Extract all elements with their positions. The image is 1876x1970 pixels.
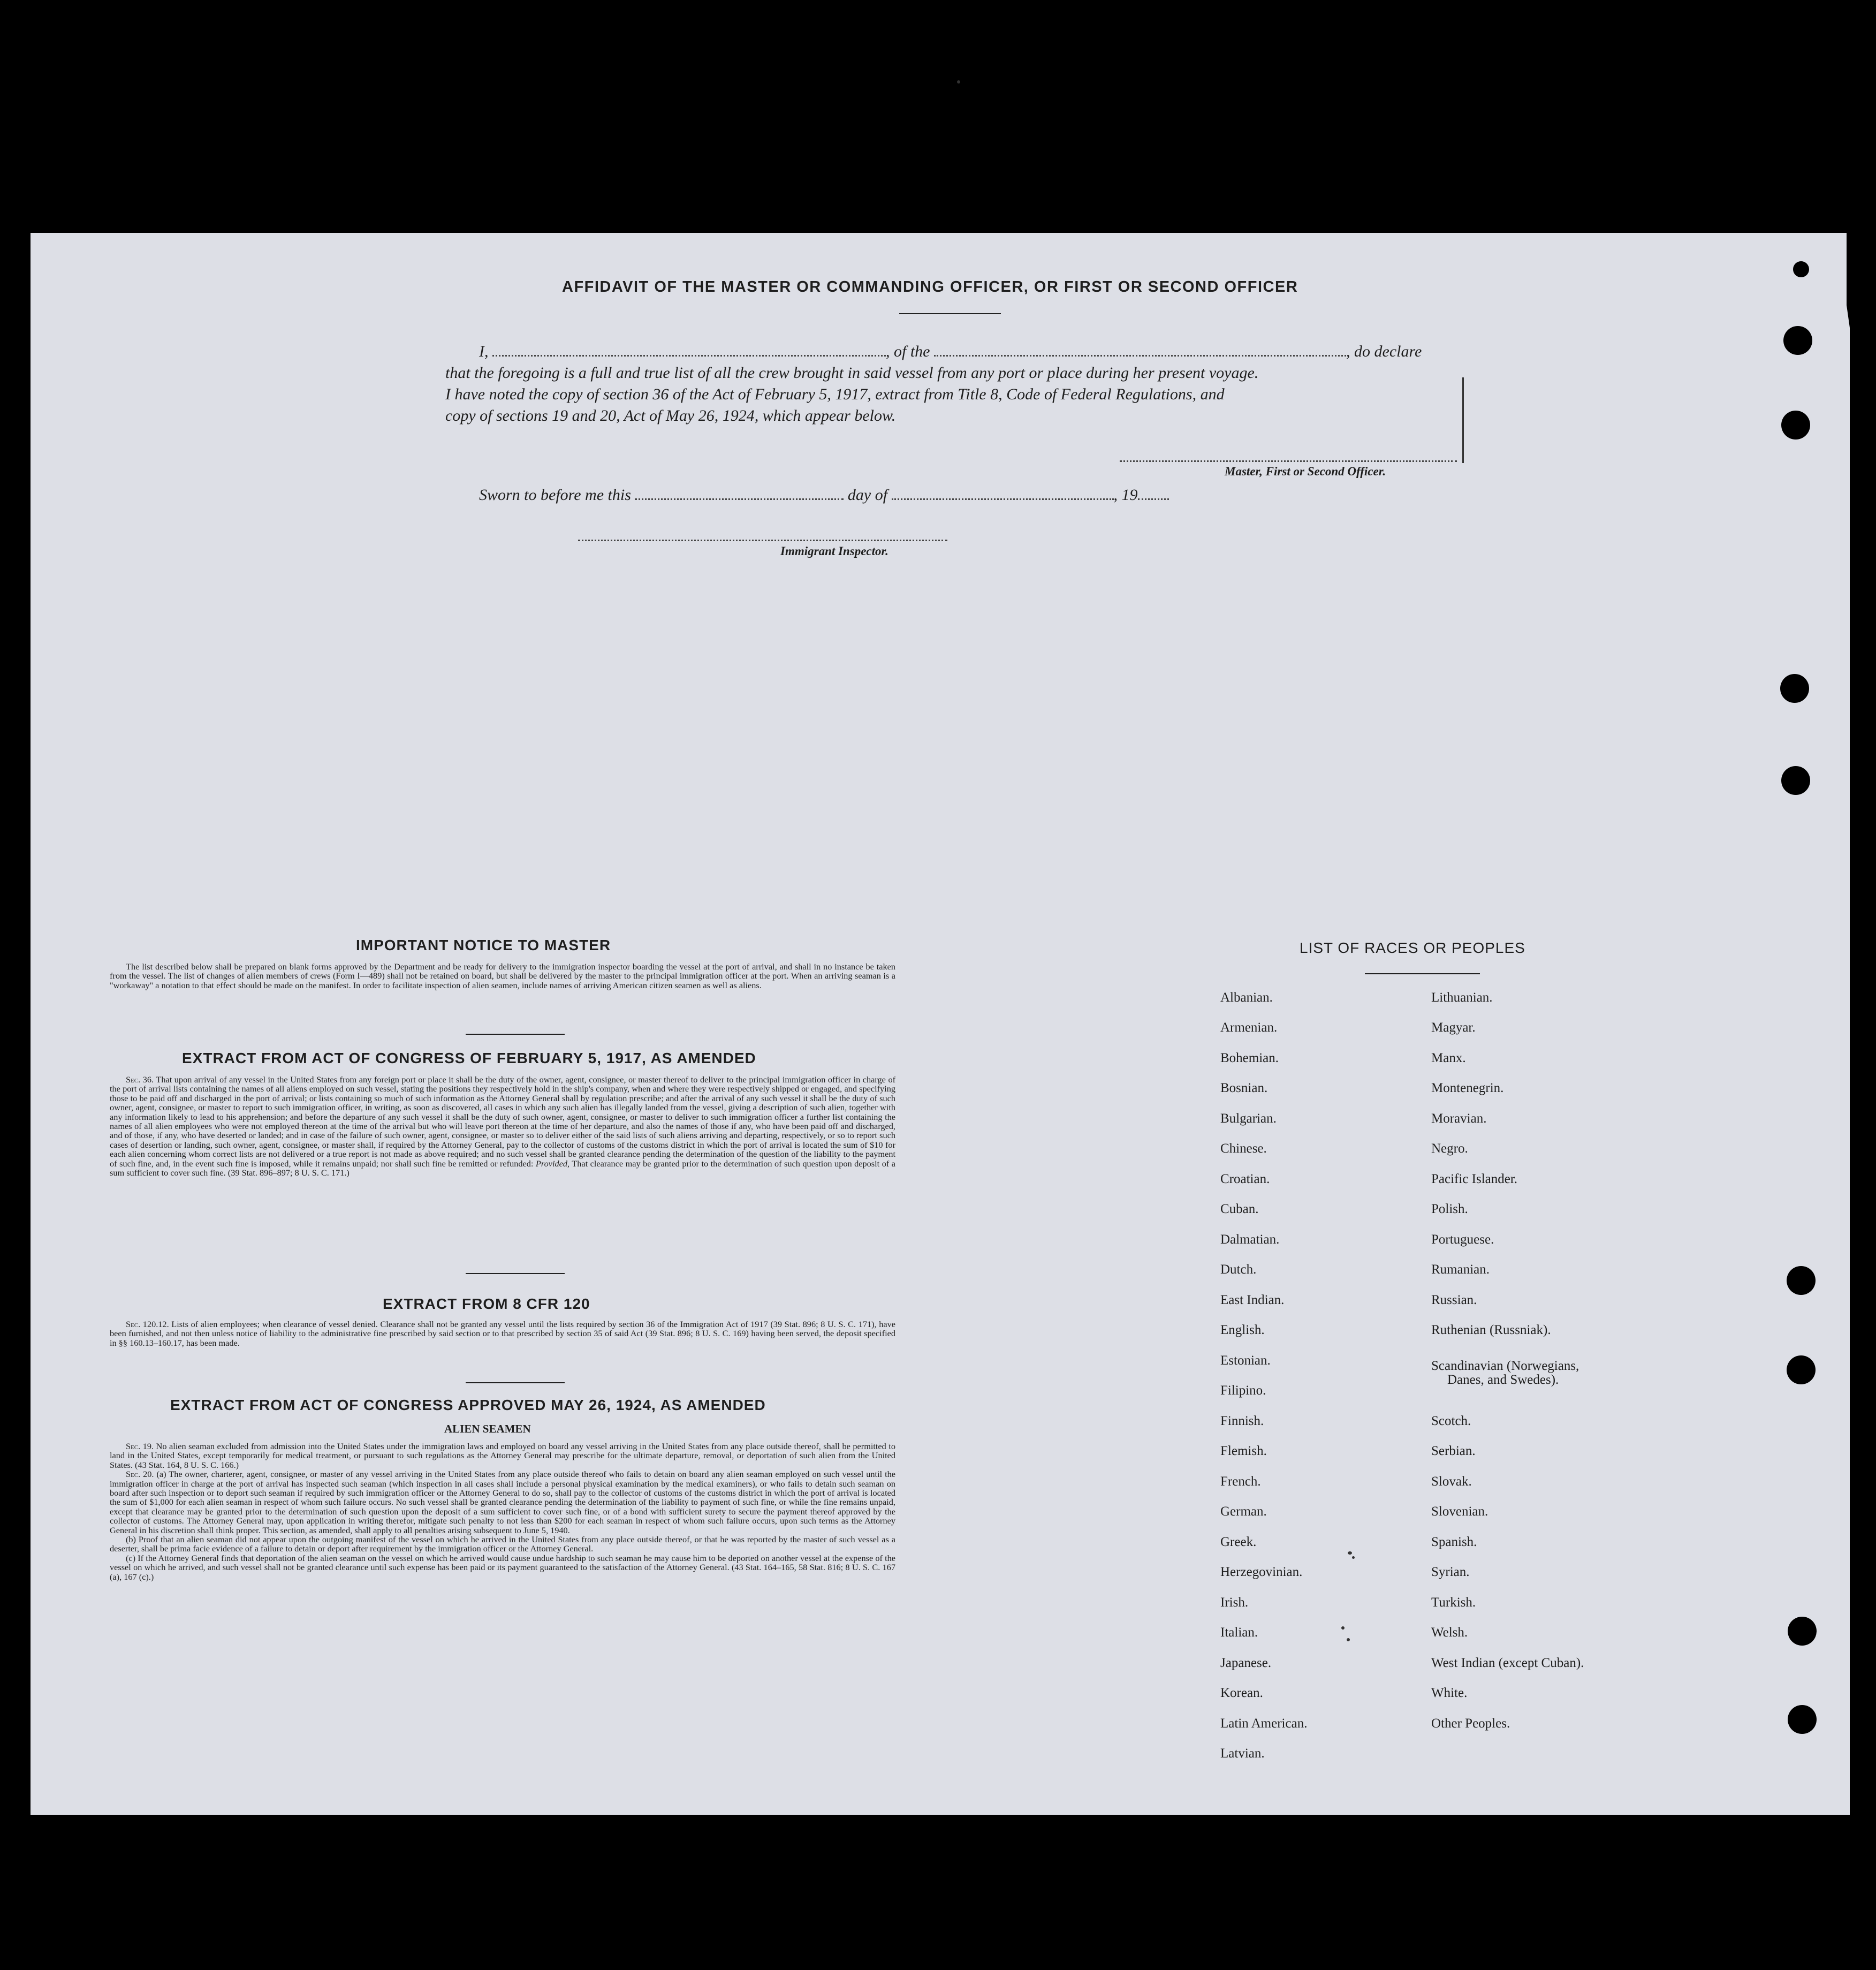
sworn-day-field[interactable] xyxy=(635,498,844,500)
divider xyxy=(899,313,1001,314)
races-title: LIST OF RACES OR PEOPLES xyxy=(1300,939,1525,956)
divider xyxy=(1365,973,1480,974)
race-item: Turkish. xyxy=(1431,1595,1476,1610)
race-item: Albanian. xyxy=(1220,990,1273,1005)
section-36-text: That upon arrival of any vessel in the United States from any foreign port or place it shall be the duty of the owner, agent, consignee, or master thereof to deliver to the principal immigration officer in charge of the port of arrival lists containing the names of all aliens employed on such vessel, stating the positions they respectively hold in the ship's company, when and where they were respectively shipped or engaged, and specifying those to be paid off and discharged in the port of arrival; or lists containing so much of such information as the Attorney General shall by regulation prescribe; and after the arrival of any such vessel it shall be the duty of such owner, agent, consignee, or master to report to such immigration officer, in writing, as soon as discovered, all cases in which any such alien has illegally landed from the vessel, giving a description of such alien, together with any information likely to lead to his apprehension; and before the departure of any such vessel it shall be the duty of such owner, agent, consignee, or master to deliver to such immigration officer a further list containing the names of all alien employees who were not employed thereon at the time of the arrival but who will leave port thereon at the time of her departure, and also the names of those if any, who have been paid off and discharged, and of those, if any, who have deserted or landed; and in case of the failure of such owner, agent, consignee, or master so to deliver either of the said lists of such aliens arriving and departing, respectively, or so to report such cases of desertion or landing, such owner, agent, consignee, or master shall, if required by the Attorney General, pay to the collector of customs of the customs district in which the port of arrival is located the sum of $10 for each alien concerning whom correct lists are not delivered or a true report is not made as above required; and no such vessel shall be granted clearance pending the determination of the question of the liability to the payment of such fine, and, in the event such fine is imposed, while it remains unpaid; nor shall such fine be remitted or refunded: xyxy=(110,1074,896,1169)
race-item: Polish. xyxy=(1431,1202,1468,1216)
alien-seamen-subtitle: ALIEN SEAMEN xyxy=(444,1422,531,1435)
punch-hole xyxy=(1788,1705,1817,1734)
notice-body xyxy=(110,962,895,990)
inspector-signature-field[interactable] xyxy=(578,540,947,541)
race-item: Rumanian. xyxy=(1431,1262,1490,1277)
race-item: Spanish. xyxy=(1431,1535,1477,1549)
scan-speck xyxy=(957,80,960,84)
race-item: Scotch. xyxy=(1431,1414,1471,1428)
section-19-text: No alien seaman excluded from admission into the United States under the immigration laws and employed on board any vessel arriving in the United States from any place outside thereof, shall be permitted to land in the United States, except temporarily for medical treatment, or pursuant to such regulations as the Attorney General may prescribe for the ultimate departure, removal, or deportation of such alien from the United States. (43 Stat. 164, 8 U. S. C. 166.) xyxy=(110,1441,895,1470)
race-item: Latin American. xyxy=(1220,1716,1308,1731)
punch-hole-small xyxy=(1793,261,1809,277)
race-item: Japanese. xyxy=(1220,1656,1272,1670)
section-20a-text: (a) The owner, charterer, agent, consignee, or master of any vessel arriving in the United States from any place outside thereof who fails to detain on board any alien seaman employed on such vessel until the immigration officer in charge at the port of arrival has inspected such seaman (which inspection in all cases shall include a personal physical examination by the medical examiners), or who fails to detain such seaman on board after such inspection or to deport such seaman if required by such immigration officer or the Attorney General to do so, shall pay to the collector of customs of the customs district in which the port of arrival is located the sum of $1,000 for each alien seaman in respect of whom such failure occurs. No such vessel shall be granted clearance pending the determination of the liability to payment of such fine, or while the fine remains unpaid, except that clearance may be granted prior to the determination of such question upon the deposit of a sum sufficient to cover such fine, or of a bond with sufficient surety to secure the payment thereof approved by the collector of customs. The Attorney General may, upon application in writing therefor, mitigate such penalty to not less than $200 for each seaman in respect of whom such failure occurs, upon such terms as the Attorney General in his discretion shall think proper. This section, as amended, shall apply to all penalties arising subsequent to June 5, 1940. xyxy=(110,1469,895,1535)
race-item: Herzegovinian. xyxy=(1220,1565,1303,1579)
race-item: Finnish. xyxy=(1220,1414,1264,1428)
race-item: Cuban. xyxy=(1220,1202,1259,1216)
section-20-label: Sec. 20. xyxy=(126,1469,154,1480)
race-item: Bosnian. xyxy=(1220,1081,1268,1095)
extract-1924-title: EXTRACT FROM ACT OF CONGRESS APPROVED MAY 26, 1924, AS AMENDED xyxy=(170,1397,766,1413)
notice-text: The list described below shall be prepared on blank forms approved by the Department and be ready for delivery to the immigration inspector boarding the vessel at the port of arrival, and shall in no instance be taken from the vessel. The list of changes of alien members of crews (Form I—489) shall not be retained on board, but shall be delivered by the master to the principal immigration officer at the port. When an arriving seaman is a "workaway" a notation to that effect should be made on the manifest. In order to facilitate inspection of alien seamen, include names of arriving American citizen seamen as well as aliens. xyxy=(110,961,895,990)
race-item: Danes, and Swedes). xyxy=(1447,1373,1559,1387)
race-item: Greek. xyxy=(1220,1535,1257,1549)
divider xyxy=(466,1382,565,1383)
race-item: Croatian. xyxy=(1220,1172,1270,1186)
section-36-end: That clearance may be granted prior to the determination of such question upon deposit of a sum sufficient to cover such fine. (39 Stat. 896–897; 8 U. S. C. 171.) xyxy=(110,1158,895,1178)
race-item: Moravian. xyxy=(1431,1111,1487,1126)
extract-1924-body xyxy=(110,1442,895,1581)
vessel-name-field[interactable] xyxy=(934,355,1346,357)
punch-hole xyxy=(1780,674,1809,703)
punch-hole xyxy=(1781,766,1810,795)
race-item: Bulgarian. xyxy=(1220,1111,1277,1126)
race-item: Estonian. xyxy=(1220,1353,1271,1368)
race-item: Other Peoples. xyxy=(1431,1716,1510,1731)
punch-hole xyxy=(1787,1355,1816,1384)
race-item: Dalmatian. xyxy=(1220,1232,1280,1247)
affidavit-of-the: , of the xyxy=(886,343,930,360)
race-item: Korean. xyxy=(1220,1686,1263,1700)
race-item: Italian. xyxy=(1220,1625,1258,1640)
scan-speck xyxy=(1352,1556,1355,1559)
notice-title: IMPORTANT NOTICE TO MASTER xyxy=(356,937,611,953)
year-text: , 19 xyxy=(1113,486,1138,504)
sheet-edge xyxy=(1820,233,1850,1815)
affidavit-line-1 xyxy=(479,343,1422,361)
race-item: Irish. xyxy=(1220,1595,1249,1610)
race-item: Chinese. xyxy=(1220,1141,1267,1156)
scan-speck xyxy=(1347,1638,1350,1641)
affidavit-title: AFFIDAVIT OF THE MASTER OR COMMANDING OFFICER, OR FIRST OR SECOND OFFICER xyxy=(562,278,1298,296)
divider xyxy=(466,1273,565,1274)
race-item: Slovak. xyxy=(1431,1474,1472,1489)
race-item: Armenian. xyxy=(1220,1020,1278,1035)
race-item: Latvian. xyxy=(1220,1746,1265,1761)
race-item: German. xyxy=(1220,1504,1267,1519)
race-item: Flemish. xyxy=(1220,1444,1267,1458)
sworn-line xyxy=(479,486,1169,504)
section-120-text: Lists of alien employees; when clearance of vessel denied. Clearance shall not be granted any vessel until the lists required by section 36 of the Immigration Act of 1917 (39 Stat. 896; 8 U. S. C. 171), have been furnished, and not then unless notice of liability to the administrative fine prescribed by said section or to that prescribed by section 35 of said Act (39 Stat. 896; 8 U. S. C. 169) having been served, the deposit specified in §§ 160.13–160.17, has been made. xyxy=(110,1319,895,1348)
punch-hole xyxy=(1783,326,1812,355)
affidavit-do-declare: , do declare xyxy=(1346,343,1422,360)
section-19-label: Sec. 19. xyxy=(126,1441,154,1451)
divider xyxy=(466,1034,565,1035)
race-item: Pacific Islander. xyxy=(1431,1172,1518,1186)
affidavit-line-4: copy of sections 19 and 20, Act of May 26, 1924, which appear below. xyxy=(445,407,896,425)
race-item: Lithuanian. xyxy=(1431,990,1493,1005)
race-item: Montenegrin. xyxy=(1431,1081,1504,1095)
race-item: Manx. xyxy=(1431,1051,1466,1065)
provided-word: Provided, xyxy=(535,1158,570,1169)
race-item: Serbian. xyxy=(1431,1444,1476,1458)
bracket-line xyxy=(1462,377,1464,463)
day-of-text: day of xyxy=(847,486,888,504)
section-20b-text: (b) Proof that an alien seaman did not appear upon the outgoing manifest of the vessel on which he arrived in the United States from any place outside thereof, or that he was reported by the master of such vessel as a deserter, shall be prima facie evidence of a failure to detain or deport after requirement by the immigration officer or the Attorney General. xyxy=(110,1534,895,1554)
affidavit-line-2: that the foregoing is a full and true list of all the crew brought in said vessel from any port or place during her present voyage. xyxy=(445,364,1259,382)
scan-speck xyxy=(1348,1551,1352,1555)
inspector-signature-label: Immigrant Inspector. xyxy=(780,544,888,558)
punch-hole xyxy=(1787,1266,1816,1295)
race-item: Scandinavian (Norwegians, xyxy=(1431,1359,1579,1373)
affidavit-line-3: I have noted the copy of section 36 of the Act of February 5, 1917, extract from Title 8, Code of Federal Regulations, and xyxy=(445,385,1225,403)
master-signature-label: Master, First or Second Officer. xyxy=(1225,465,1386,478)
affidavit-i: I, xyxy=(479,343,489,360)
race-item: Slovenian. xyxy=(1431,1504,1488,1519)
race-item: Portuguese. xyxy=(1431,1232,1494,1247)
race-item: White. xyxy=(1431,1686,1468,1700)
punch-hole xyxy=(1788,1617,1817,1646)
race-item: Negro. xyxy=(1431,1141,1468,1156)
race-item: Filipino. xyxy=(1220,1383,1266,1398)
extract-1917-body xyxy=(110,1075,895,1177)
extract-cfr-body xyxy=(110,1320,895,1347)
section-20c-text: (c) If the Attorney General finds that deportation of the alien seaman on the vessel on which he arrived would cause undue hardship to such seaman he may cause him to be deported on another vessel at the expense of the vessel on which he arrived, and such vessel shall not be granted clearance until such expense has been paid or its payment guaranteed to the satisfaction of the Attorney General. (43 Stat. 164–165, 58 Stat. 816; 8 U. S. C. 167 (a), 167 (c).) xyxy=(110,1552,895,1582)
master-name-field[interactable] xyxy=(492,355,886,357)
race-item: English. xyxy=(1220,1323,1265,1337)
race-item: East Indian. xyxy=(1220,1293,1285,1307)
race-item: Dutch. xyxy=(1220,1262,1257,1277)
punch-hole xyxy=(1781,411,1810,440)
section-36-label: Sec. 36. xyxy=(126,1074,154,1085)
race-item: Syrian. xyxy=(1431,1565,1470,1579)
section-120-label: Sec. 120.12. xyxy=(126,1319,169,1329)
race-item: West Indian (except Cuban). xyxy=(1431,1656,1584,1670)
scan-speck xyxy=(1341,1626,1345,1630)
extract-1917-title: EXTRACT FROM ACT OF CONGRESS OF FEBRUARY 5, 1917, AS AMENDED xyxy=(182,1050,756,1066)
extract-cfr-title: EXTRACT FROM 8 CFR 120 xyxy=(383,1295,590,1312)
sworn-text: Sworn to before me this xyxy=(479,486,631,504)
race-item: Magyar. xyxy=(1431,1020,1476,1035)
race-item: Ruthenian (Russniak). xyxy=(1431,1323,1551,1337)
sworn-month-field[interactable] xyxy=(892,498,1114,500)
race-item: Welsh. xyxy=(1431,1625,1468,1640)
master-signature-field[interactable] xyxy=(1120,460,1457,462)
sworn-year-field[interactable] xyxy=(1138,498,1169,500)
race-item: Bohemian. xyxy=(1220,1051,1279,1065)
race-item: Russian. xyxy=(1431,1293,1477,1307)
race-item: French. xyxy=(1220,1474,1261,1489)
